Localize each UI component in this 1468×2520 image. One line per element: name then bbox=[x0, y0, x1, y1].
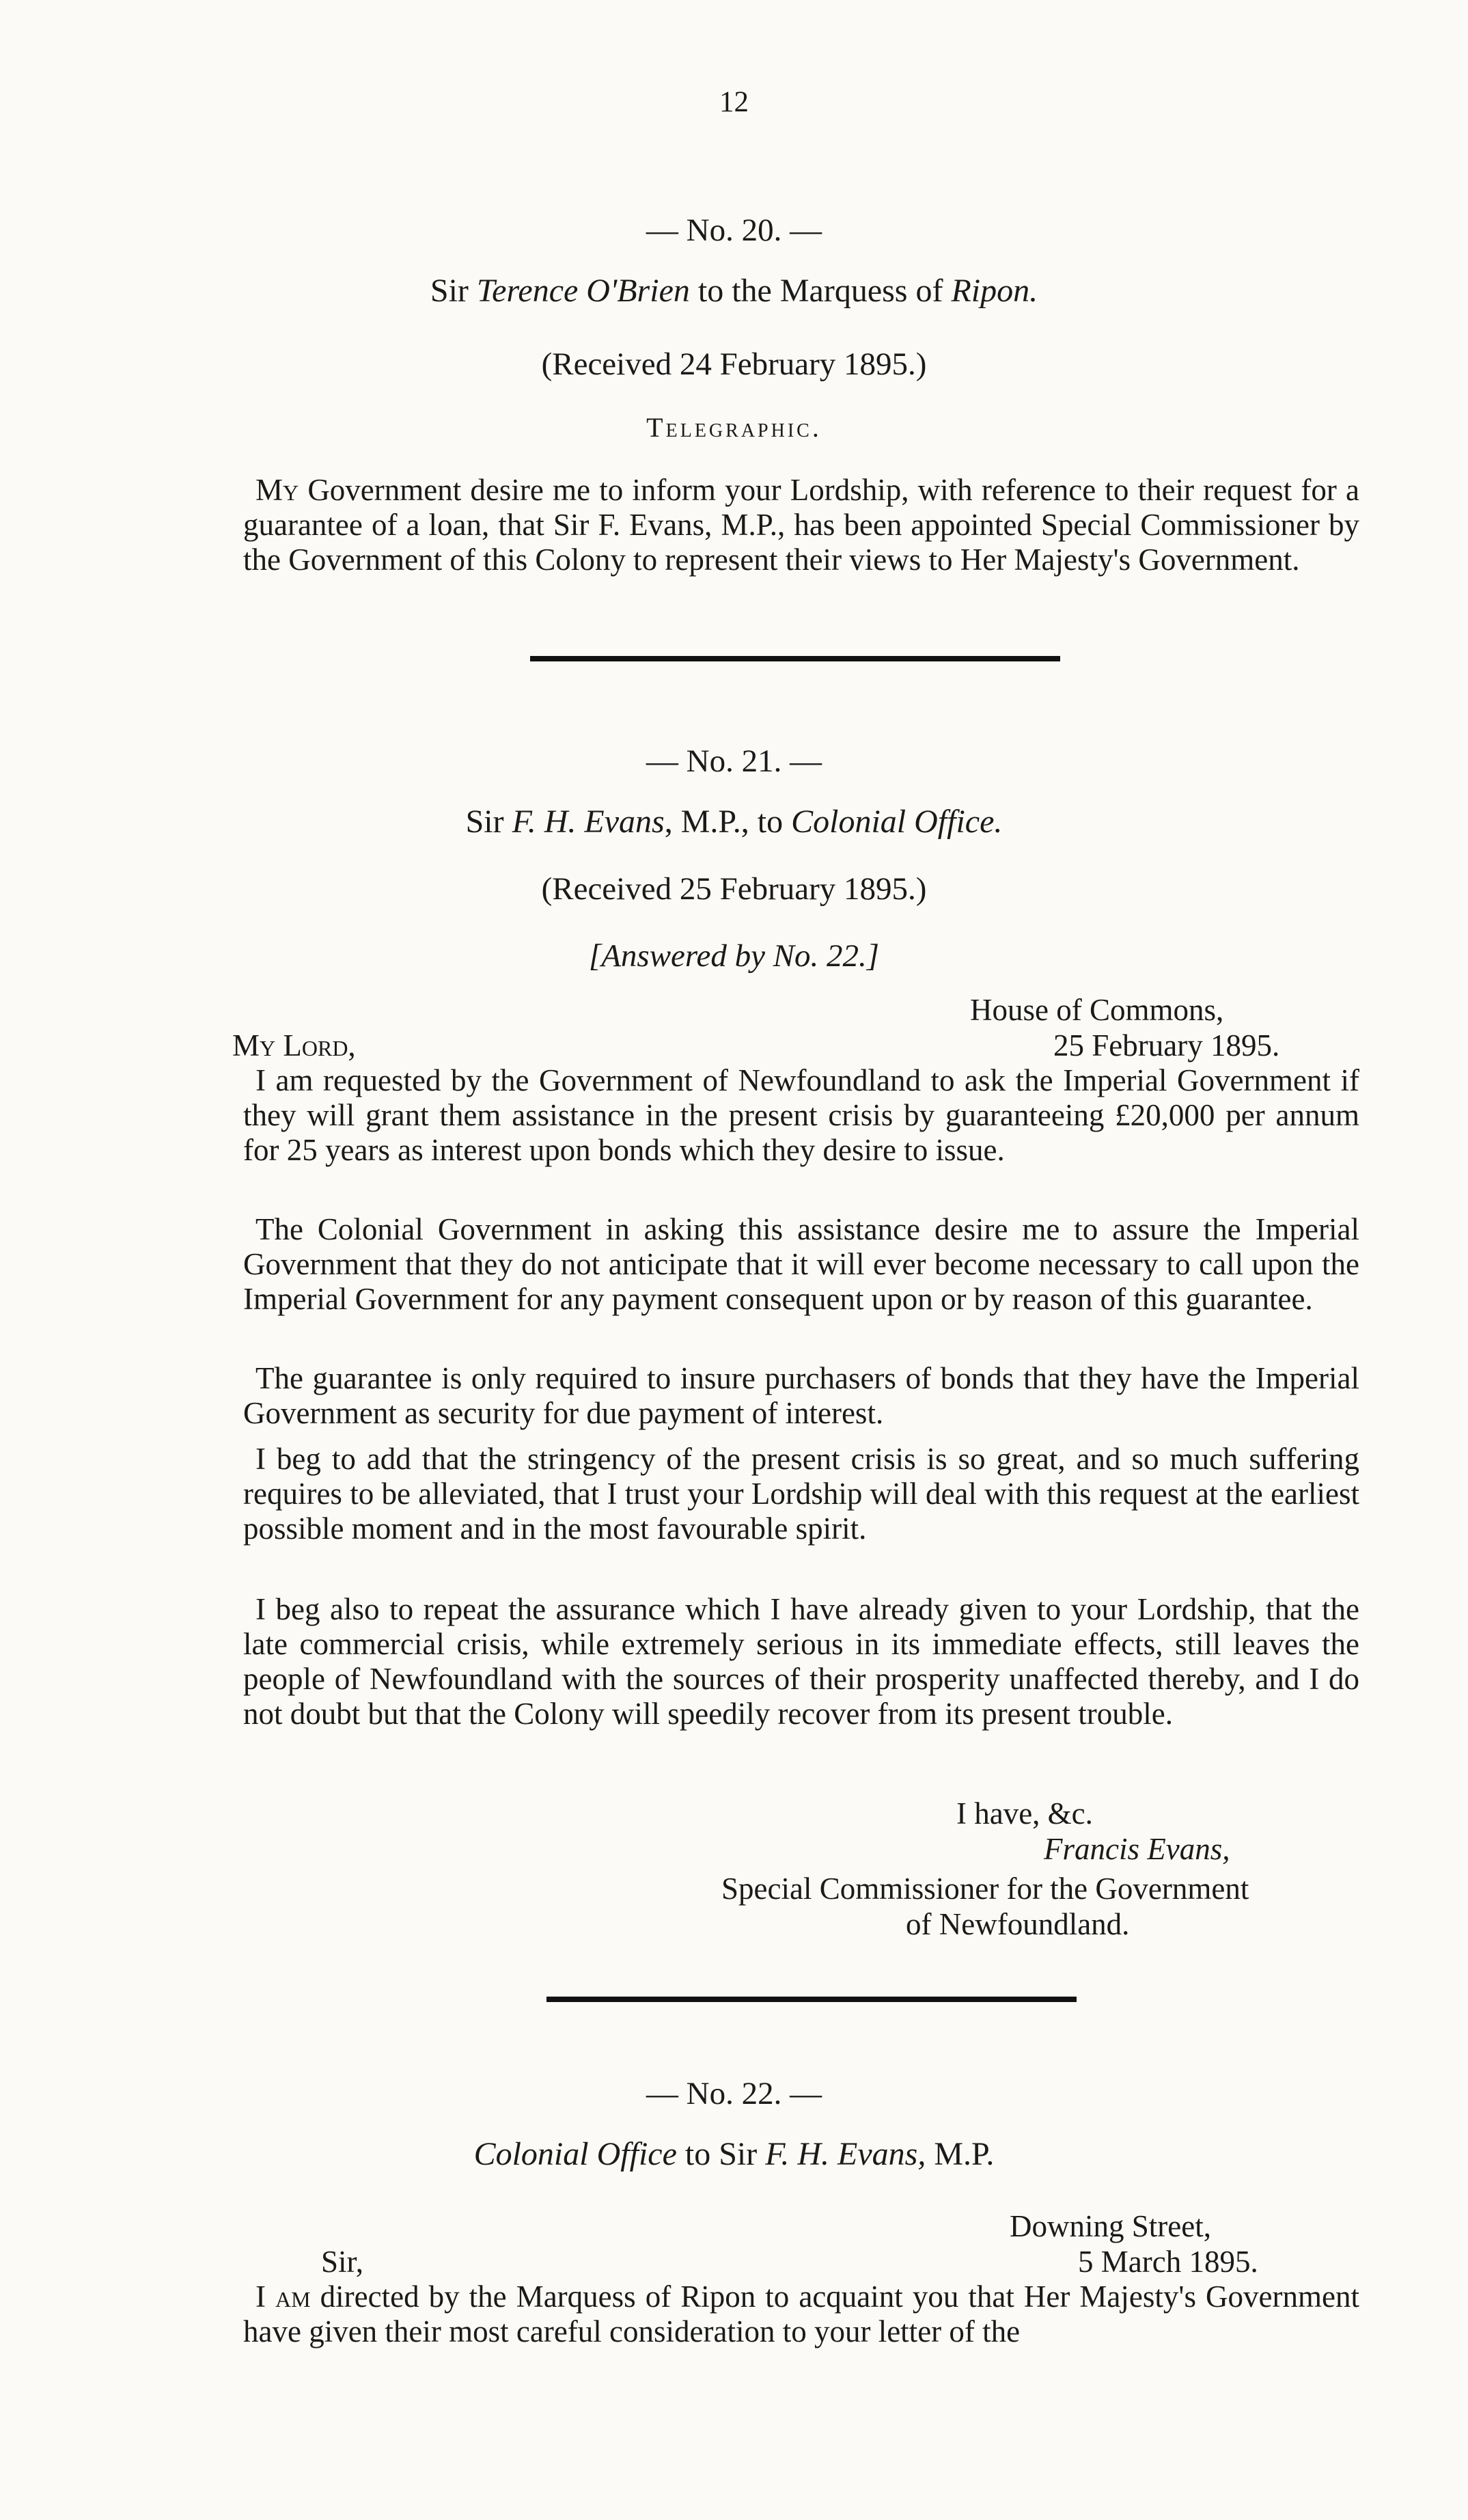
no21-paragraph-5: I beg also to repeat the assurance which I have already given to your Lordship, that the late commercial crisis, while extremely serious in its immediate effects, still leaves the people of Newfoundland with the sources of their prosperity unaffected thereby, and I do not doubt but that the Colony will speedily recover from its present trouble. bbox=[243, 1592, 1359, 1731]
section-divider bbox=[530, 656, 1060, 661]
no21-received: (Received 25 February 1895.) bbox=[541, 871, 927, 907]
no21-title-name: F. H. Evans bbox=[512, 804, 665, 840]
no21-paragraph-1: I am requested by the Government of Newfoundland to ask the Imperial Government if they will grant them assistance in the present crisis by guaranteeing £20,000 per annum for 25 years as interest upon bonds which they desire to issue. bbox=[243, 1063, 1359, 1167]
page-number: 12 bbox=[719, 86, 749, 118]
no21-paragraph-4: I beg to add that the stringency of the present crisis is so great, and so much suffering requires to be alleviated, that I trust your Lordship will deal with this request at the earliest possible moment and in the most favourable spirit. bbox=[243, 1442, 1359, 1546]
no20-heading: — No. 20. — bbox=[646, 213, 822, 248]
no22-title-office: Colonial Office bbox=[473, 2136, 677, 2172]
no20-body-text: Government desire me to inform your Lordship, with reference to their request for a guarantee of a loan, that Sir F. Evans, M.P., has been appointed Special Commissioner by the Government of this Colony to represent their views to Her Majesty's Government. bbox=[243, 473, 1359, 577]
no20-title-mid: to the Marquess of bbox=[689, 273, 952, 309]
no22-address-date: 5 March 1895. bbox=[1078, 2245, 1258, 2279]
no22-title bbox=[0, 2135, 1468, 2173]
no21-address-date: 25 February 1895. bbox=[1053, 1028, 1280, 1063]
no20-body-lead: My bbox=[255, 473, 299, 507]
no21-paragraph-3: The guarantee is only required to insure purchasers of bonds that they have the Imperial Government as security for due payment of interest. bbox=[243, 1361, 1359, 1430]
no22-body-lead: I am bbox=[255, 2279, 311, 2314]
no20-received: (Received 24 February 1895.) bbox=[541, 346, 927, 382]
no21-signer-title-1: Special Commissioner for the Government bbox=[721, 1872, 1249, 1906]
no22-title-mid: to Sir bbox=[676, 2136, 766, 2172]
no21-title-pre: Sir bbox=[465, 804, 512, 840]
no21-title-office: Colonial Office. bbox=[791, 804, 1003, 840]
no21-title bbox=[0, 803, 1468, 840]
no21-heading: — No. 21. — bbox=[646, 743, 822, 779]
section-divider bbox=[546, 1997, 1077, 2002]
no22-body-text: directed by the Marquess of Ripon to acquaint you that Her Majesty's Government have given their most careful consideration to your letter of the bbox=[243, 2279, 1359, 2348]
no21-salutation: My Lord, bbox=[232, 1028, 356, 1063]
no22-heading: — No. 22. — bbox=[646, 2076, 822, 2111]
no20-body bbox=[243, 473, 1359, 577]
no20-title-pre: Sir bbox=[430, 273, 477, 309]
no21-address-place: House of Commons, bbox=[970, 993, 1224, 1027]
no22-address-place: Downing Street, bbox=[1010, 2209, 1211, 2243]
no20-title-name2: Ripon. bbox=[951, 273, 1038, 309]
no20-title-name: Terence O'Brien bbox=[476, 273, 690, 309]
no21-signer-title-2: of Newfoundland. bbox=[906, 1907, 1130, 1941]
no22-title-mp: M.P. bbox=[926, 2136, 995, 2172]
no21-title-mp: , M.P., to bbox=[664, 804, 792, 840]
no20-telegraphic: Telegraphic. bbox=[646, 412, 822, 443]
no21-closing: I have, &c. bbox=[956, 1796, 1093, 1831]
no21-signature: Francis Evans, bbox=[1044, 1832, 1230, 1866]
no22-body bbox=[243, 2279, 1359, 2349]
no22-title-name: F. H. Evans, bbox=[765, 2136, 926, 2172]
no21-paragraph-2: The Colonial Government in asking this assistance desire me to assure the Imperial Government that they do not anticipate that it will ever become necessary to call upon the Imperial Government for any payment consequent upon or by reason of this guarantee. bbox=[243, 1212, 1359, 1316]
no22-salutation: Sir, bbox=[321, 2245, 363, 2279]
no21-answered: [Answered by No. 22.] bbox=[588, 938, 880, 974]
no20-title bbox=[0, 272, 1468, 310]
